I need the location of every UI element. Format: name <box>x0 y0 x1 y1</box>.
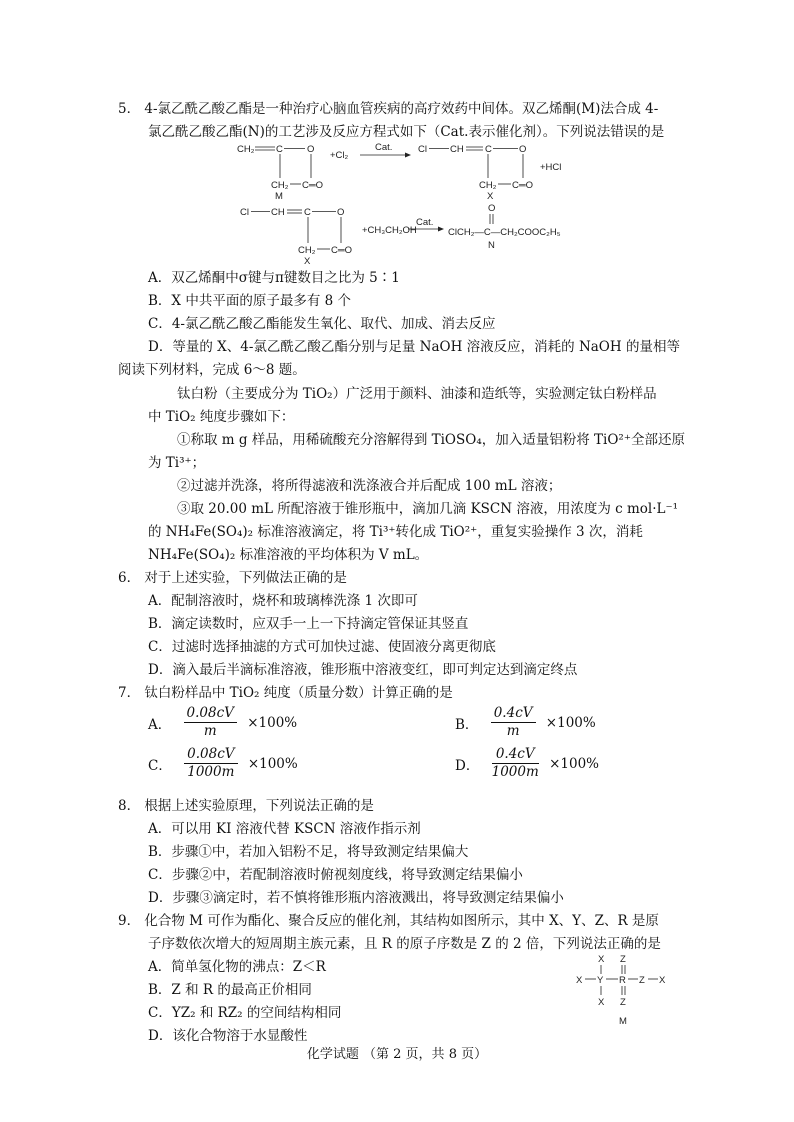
q6-option-b: B．滴定读数时，应双手一上一下持滴定管保证其竖直 <box>148 616 469 632</box>
q7-option-a-fraction <box>184 705 237 740</box>
q6-option-d: D．滴入最后半滴标准溶液，锥形瓶中溶液变红，即可判定达到滴定终点 <box>148 662 578 678</box>
q5-option-d: D．等量的 X、4-氯乙酰乙酸乙酯分别与足量 NaOH 溶液反应，消耗的 NaOH 的量相等 <box>148 339 680 355</box>
q7-c-tail: ×100% <box>247 755 298 772</box>
passage-step2: ②过滤并洗涤，将所得滤液和洗涤液合并后配成 100 mL 溶液； <box>177 478 562 494</box>
passage-step1-line2: 为 Ti³⁺； <box>148 455 206 471</box>
q9-option-b: B．Z 和 R 的最高正价相同 <box>148 982 312 998</box>
q7-b-numerator: 0.4cV <box>491 705 536 723</box>
q7-a-tail: ×100% <box>247 714 298 731</box>
svg-text:C: C <box>304 207 311 218</box>
passage-step3-line2: 的 NH₄Fe(SO₄)₂ 标准溶液滴定，将 Ti³⁺转化成 TiO²⁺，重复实验操作 3 次，消耗 <box>148 524 643 540</box>
n-label: N <box>488 240 495 251</box>
svg-text:Cl: Cl <box>240 207 249 218</box>
m-label: M <box>275 191 283 200</box>
svg-text:CH₂: CH₂ <box>298 245 316 256</box>
m-ch2-bottom: CH₂ <box>271 180 289 191</box>
q7-option-b-fraction <box>491 705 536 740</box>
q7-option-c <box>148 746 298 781</box>
q9-stem-line2: 子序数依次增大的短周期主族元素，且 R 的原子序数是 Z 的 2 倍，下列说法正确的是 <box>148 936 661 952</box>
svg-text:CH: CH <box>450 144 464 155</box>
x-label: X <box>487 191 494 200</box>
q7-option-a-label: A． <box>148 716 172 733</box>
svg-text:Cl: Cl <box>418 144 427 155</box>
struct-r: R <box>619 975 626 986</box>
q7-a-numerator: 0.08cV <box>184 705 237 723</box>
q9-option-a: A．简单氢化物的沸点：Z＜R <box>148 959 326 975</box>
q7-option-d-label: D． <box>455 757 480 774</box>
q7-option-d-fraction <box>492 746 539 781</box>
passage-intro: 阅读下列材料，完成 6～8 题。 <box>118 362 306 378</box>
struct-z-top: Z <box>620 954 626 965</box>
q7-stem: 7． 钛白粉样品中 TiO₂ 纯度（质量分数）计算正确的是 <box>118 685 453 701</box>
q7-d-denominator: 1000m <box>491 764 539 780</box>
q8-option-d: D．步骤③滴定时，若不慎将锥形瓶内溶液溅出，将导致测定结果偏小 <box>148 890 564 906</box>
compound-m-structure <box>572 952 682 1040</box>
q7-option-b <box>455 705 596 740</box>
passage-p1-line1: 钛白粉（主要成分为 TiO₂）广泛用于颜料、油漆和造纸等，实验测定钛白粉样品 <box>177 386 657 402</box>
q8-option-a: A．可以用 KI 溶液代替 KSCN 溶液作指示剂 <box>148 821 421 837</box>
struct-x-top-left: X <box>598 954 605 965</box>
q7-c-denominator: 1000m <box>187 764 235 780</box>
q7-c-numerator: 0.08cV <box>184 746 237 764</box>
struct-x-left: X <box>576 975 583 986</box>
passage-p1-line2: 中 TiO₂ 纯度步骤如下： <box>148 409 295 425</box>
struct-label-m: M <box>619 1016 627 1027</box>
svg-text:C═O: C═O <box>331 245 352 256</box>
q5-option-b: B．X 中共平面的原子最多有 8 个 <box>148 293 351 309</box>
passage-step3-line3: NH₄Fe(SO₄)₂ 标准溶液的平均体积为 V mL。 <box>148 547 429 563</box>
q5-option-a: A．双乙烯酮中σ键与π键数目之比为 5∶1 <box>148 270 400 286</box>
q7-option-c-label: C． <box>148 757 172 774</box>
q7-b-denominator: m <box>506 723 520 739</box>
passage-step1-line1: ①称取 m g 样品，用稀硫酸充分溶解得到 TiOSO₄，加入适量铝粉将 TiO²⁺全部还原 <box>177 432 685 448</box>
cat-label-2: Cat. <box>416 217 434 228</box>
reaction-2-diagram <box>238 203 578 265</box>
m-co: C═O <box>302 180 323 191</box>
m-o: O <box>307 144 315 155</box>
x-o: O <box>519 144 527 155</box>
q8-option-c: C．步骤②中，若配制溶液时俯视刻度线，将导致测定结果偏小 <box>148 867 523 883</box>
q6-option-c: C．过滤时选择抽滤的方式可加快过滤、使固液分离更彻底 <box>148 639 496 655</box>
svg-text:C: C <box>485 144 492 155</box>
ethanol-reagent: +CH₃CH₂OH <box>362 225 417 236</box>
reaction-1-diagram <box>235 140 565 200</box>
m-ch2: CH₂ <box>237 144 255 155</box>
q7-b-tail: ×100% <box>545 714 596 731</box>
cat-label-1: Cat. <box>375 142 393 153</box>
svg-text:X: X <box>304 256 311 265</box>
n-formula: ClCH₂—C—CH₂COOC₂H₅ <box>448 227 561 238</box>
q5-stem-line1: 5． 4-氯乙酰乙酸乙酯是一种治疗心脑血管疾病的高疗效药中间体。双乙烯酮(M)法合成 4- <box>118 101 659 117</box>
cl2-reagent: +Cl₂ <box>330 150 349 161</box>
q8-stem: 8． 根据上述实验原理，下列说法正确的是 <box>118 798 374 814</box>
q7-a-denominator: m <box>203 723 217 739</box>
passage-step3-line1: ③取 20.00 mL 所配溶液于锥形瓶中，滴加几滴 KSCN 溶液，用浓度为 c mol·L⁻¹ <box>177 501 679 517</box>
q7-d-tail: ×100% <box>549 755 600 772</box>
struct-z-bottom: Z <box>620 997 626 1008</box>
q9-option-c: C．YZ₂ 和 RZ₂ 的空间结构相同 <box>148 1005 342 1021</box>
hcl-product: +HCl <box>540 162 562 173</box>
svg-text:O: O <box>337 207 345 218</box>
q9-stem-line1: 9． 化合物 M 可作为酯化、聚合反应的催化剂，其结构如图所示，其中 X、Y、Z、R 是原 <box>118 913 659 929</box>
struct-x-bottom: X <box>598 997 605 1008</box>
q7-option-b-label: B． <box>455 716 479 733</box>
q6-option-a: A．配制溶液时，烧杯和玻璃棒洗涤 1 次即可 <box>148 593 418 609</box>
q7-option-c-fraction <box>184 746 237 781</box>
q6-stem: 6． 对于上述实验，下列做法正确的是 <box>118 570 347 586</box>
q7-option-d <box>455 746 599 781</box>
struct-z-right: Z <box>639 975 645 986</box>
q7-d-numerator: 0.4cV <box>492 746 539 764</box>
svg-text:C: C <box>276 144 283 155</box>
page-footer: 化学试题 （第 2 页，共 8 页） <box>306 1047 488 1062</box>
x-ch2: CH₂ <box>479 180 497 191</box>
q7-option-a <box>148 705 297 740</box>
q8-option-b: B．步骤①中，若加入铝粉不足，将导致测定结果偏大 <box>148 844 469 860</box>
n-carbonyl-o: O <box>488 203 496 214</box>
svg-text:CH: CH <box>271 207 285 218</box>
x-co: C═O <box>512 180 533 191</box>
q5-option-c: C．4-氯乙酰乙酸乙酯能发生氧化、取代、加成、消去反应 <box>148 316 496 332</box>
q5-stem-line2: 氯乙酰乙酸乙酯(N)的工艺涉及反应方程式如下（Cat.表示催化剂）。下列说法错误的是 <box>148 124 665 140</box>
q9-option-d: D．该化合物溶于水显酸性 <box>148 1028 308 1044</box>
struct-y: Y <box>597 975 604 986</box>
struct-x-right: X <box>659 975 666 986</box>
